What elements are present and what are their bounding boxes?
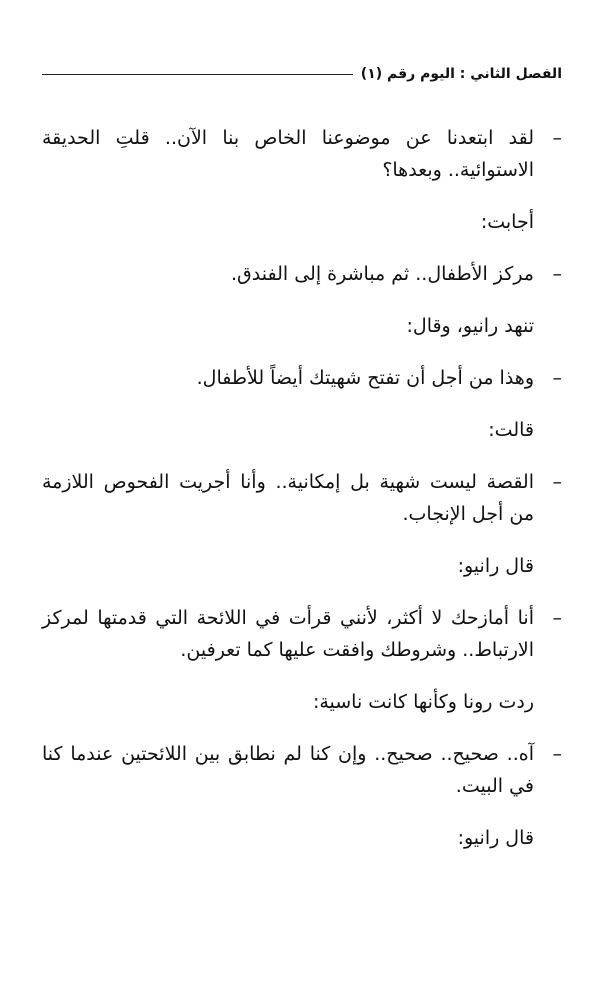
dialogue-paragraph-3 [42, 362, 562, 394]
paragraph-text: ردت رونا وكأنها كانت ناسية: [312, 691, 534, 713]
paragraph-text: آه.. صحيح.. صحيح.. وإن كنا لم نطابق بين اللائحتين عندما كنا في البيت. [42, 743, 534, 797]
dialogue-dash: – [552, 743, 562, 765]
paragraph-text: القصة ليست شهية بل إمكانية.. وأنا أجريت الفحوص اللازمة من أجل الإنجاب. [42, 471, 534, 525]
paragraph-text: أنا أمازحك لا أكثر، لأنني قرأت في اللائحة التي قدمتها لمركز الارتباط.. وشروطك وافقت عليها كما تعرفين. [42, 607, 534, 661]
chapter-header [42, 62, 562, 86]
narration-paragraph-4 [42, 550, 562, 582]
page-body [42, 122, 562, 874]
paragraph-text: لقد ابتعدنا عن موضوعنا الخاص بنا الآن.. قلتِ الحديقة الاستوائية.. وبعدها؟ [42, 127, 534, 181]
dialogue-dash: – [552, 367, 562, 389]
narration-paragraph-1 [42, 206, 562, 238]
narration-paragraph-6 [42, 822, 562, 854]
dialogue-dash: – [552, 471, 562, 493]
narration-paragraph-2 [42, 310, 562, 342]
header-rule [42, 74, 353, 75]
paragraph-text: مركز الأطفال.. ثم مباشرة إلى الفندق. [231, 263, 534, 285]
dialogue-paragraph-4 [42, 466, 562, 530]
paragraph-text: قالت: [488, 419, 534, 441]
dialogue-dash: – [552, 263, 562, 285]
chapter-title: الفصل الثاني : اليوم رقم (١) [360, 66, 562, 82]
narration-paragraph-3 [42, 414, 562, 446]
dialogue-dash: – [552, 127, 562, 149]
dialogue-paragraph-2 [42, 258, 562, 290]
paragraph-text: وهذا من أجل أن تفتح شهيتك أيضاً للأطفال. [196, 367, 534, 389]
dialogue-paragraph-6 [42, 738, 562, 802]
paragraph-text: أجابت: [480, 211, 534, 233]
dialogue-dash: – [552, 607, 562, 629]
paragraph-text: قال رانيو: [457, 555, 534, 577]
paragraph-text: قال رانيو: [457, 827, 534, 849]
narration-paragraph-5 [42, 686, 562, 718]
paragraph-text: تنهد رانيو، وقال: [406, 315, 534, 337]
dialogue-paragraph-1 [42, 122, 562, 186]
dialogue-paragraph-5 [42, 602, 562, 666]
